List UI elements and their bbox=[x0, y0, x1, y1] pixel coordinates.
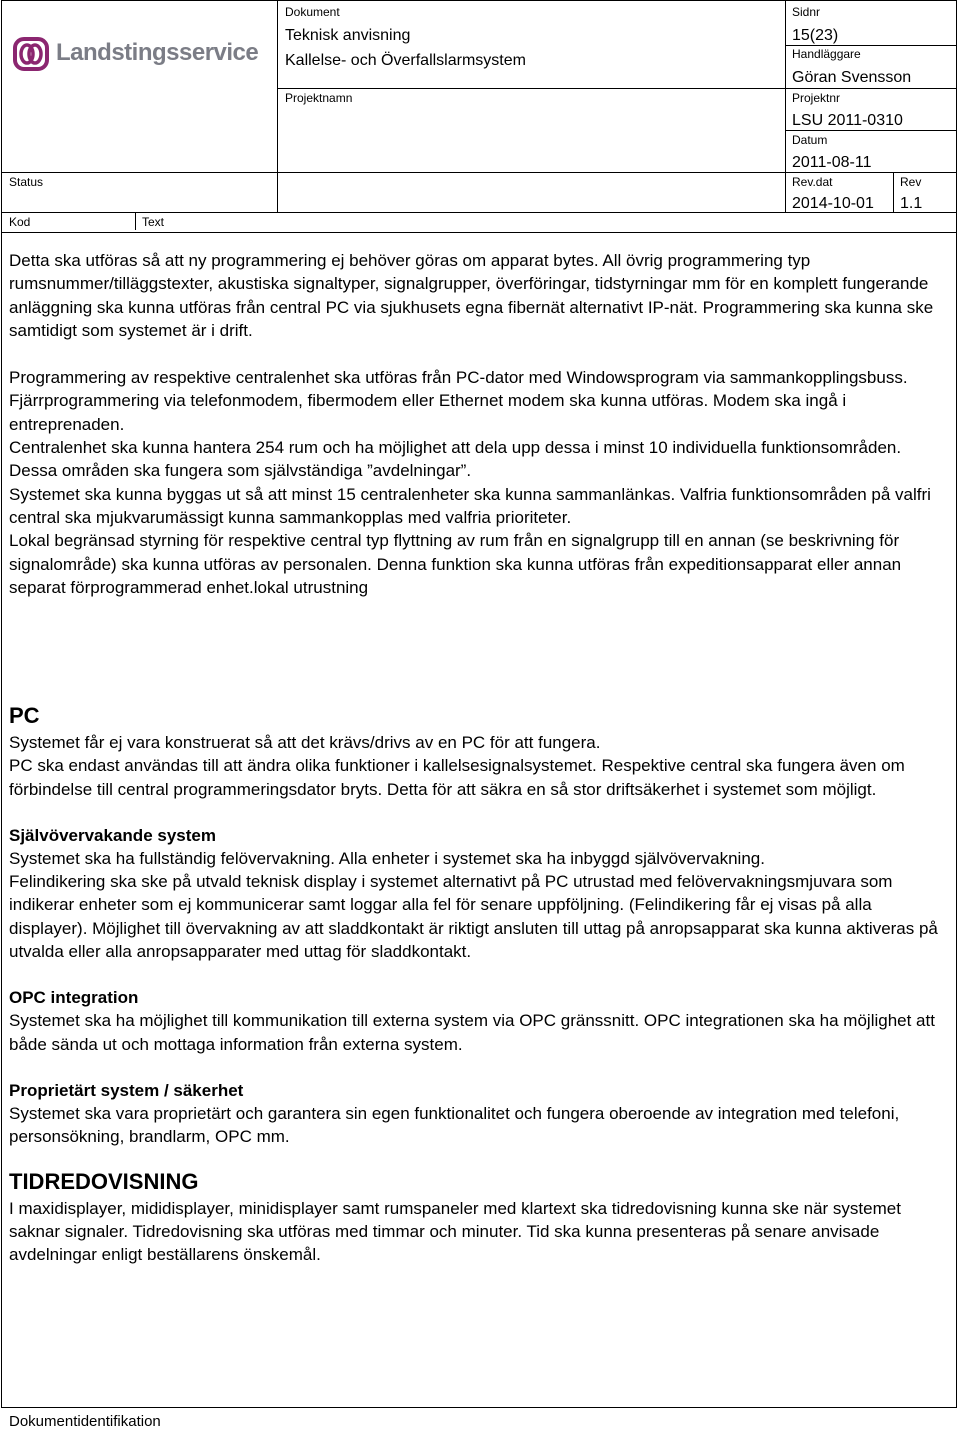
paragraph: Centralenhet ska kunna hantera 254 rum och ha möjlighet att dela upp dessa i minst 10 individuella funktionsområden. Dessa områden ska fungera som självständiga ”avdelningar”. bbox=[9, 438, 902, 481]
handlaggare-label: Handläggare bbox=[792, 47, 861, 61]
rev-value: 1.1 bbox=[900, 195, 923, 212]
sidnr-value: 15(23) bbox=[792, 27, 839, 44]
status-label: Status bbox=[9, 175, 44, 189]
datum-label: Datum bbox=[792, 133, 828, 147]
paragraph: Systemet ska vara proprietärt och garantera sin egen funktionalitet och fungera oberoende av integration med telefoni, personsökning, brandlarm, OPC mm. bbox=[9, 1103, 900, 1147]
footer-document-id: Dokumentidentifikation bbox=[9, 1413, 161, 1430]
paragraph: PC ska endast användas till att ändra olika funktioner i kallelsesignalsystemet. Respektive central ska fungera även om förbindelse till central programmeringsdator bryts. Detta för att säkra en så stor driftsäkerhet i systemet som möjligt. bbox=[9, 756, 905, 799]
text-label: Text bbox=[142, 215, 165, 229]
document-body-sections bbox=[9, 703, 953, 1266]
section-heading-self-monitoring: Självövervakande system bbox=[9, 825, 216, 845]
paragraph: Lokal begränsad styrning för respektive central typ flyttning av rum från en signalgrupp till en annan (se beskrivning för signalområde) ska kunna utföras av personalen. Denna funktion ska kunna utföras från expeditionsapparat eller annan separat förprogrammerad enhet.lokal utrustning bbox=[9, 531, 902, 597]
projektnr-label: Projektnr bbox=[792, 91, 841, 105]
datum-value: 2011-08-11 bbox=[792, 154, 872, 171]
header-divider bbox=[893, 172, 894, 212]
company-logo bbox=[12, 32, 259, 76]
header-divider bbox=[785, 130, 957, 131]
dokument-type: Teknisk anvisning bbox=[285, 27, 411, 44]
paragraph: Programmering av respektive centralenhet ska utföras från PC-dator med Windowsprogram via sammankopplingsbuss. Fjärrprogrammering via telefonmodem, fibermodem eller Ethernet modem ska kunna utföras. Modem ska ingå i entreprenaden. bbox=[9, 368, 908, 434]
paragraph: I maxidisplayer, mididisplayer, minidisplayer samt rumspaneler med klartext ska tidredovisning kunna ske när systemet saknar signaler. Tidredovisning ska utföras med timmar och minuter. Tid ska kunna presenteras på senare anvisade avdelningar enligt beställarens önskemål. bbox=[9, 1198, 901, 1265]
paragraph: Systemet får ej vara konstruerat så att det krävs/drivs av en PC för att fungera. bbox=[9, 733, 601, 752]
paragraph: Felindikering ska ske på utvald teknisk display i systemet alternativt på PC utrustad med felövervakningsmjuvara som indikerar enheter som ej kommunicerar samt loggar alla fel för senare uppföljning. (Felindikering får ej visas på alla displayer). Möjlighet till övervakning av att sladdkontakt är riktigt ansluten till uttag på anropsapparat ska kunna aktiveras på utvalda eller alla anropsapparater med uttag för sladdkontakt. bbox=[9, 872, 938, 962]
header-divider bbox=[785, 88, 957, 89]
header-divider bbox=[277, 0, 278, 212]
section-heading-opc: OPC integration bbox=[9, 988, 139, 1008]
section-heading-pc: PC bbox=[9, 703, 40, 728]
section-heading-time-display: TIDREDOVISNING bbox=[9, 1168, 199, 1194]
header-divider bbox=[1, 172, 957, 173]
logo-text: Landstingsservice bbox=[56, 39, 259, 66]
handlaggare-value: Göran Svensson bbox=[792, 69, 912, 86]
dokument-title: Kallelse- och Överfallslarmsystem bbox=[285, 52, 526, 69]
landstingsservice-logo-icon bbox=[12, 34, 52, 74]
rev-label: Rev bbox=[900, 175, 922, 189]
dokument-label: Dokument bbox=[285, 5, 340, 19]
paragraph: Systemet ska ha möjlighet till kommunikation till externa system via OPC gränssnitt. OPC integrationen ska ha möjlighet att både sända ut och mottaga information från externa system. bbox=[9, 1011, 935, 1054]
paragraph: Systemet ska kunna byggas ut så att minst 15 centralenheter ska kunna sammanlänkas. Valfria funktionsområden på valfri central ska mjukvarumässigt kunna sammankopplas med valfria prioriteter. bbox=[9, 484, 931, 527]
projektnr-value: LSU 2011-0310 bbox=[792, 112, 903, 129]
header-divider bbox=[1, 232, 957, 233]
header-divider bbox=[785, 45, 957, 46]
section-heading-proprietary: Proprietärt system / säkerhet bbox=[9, 1080, 244, 1100]
header-divider bbox=[135, 212, 136, 230]
header-divider bbox=[277, 88, 786, 89]
sidnr-label: Sidnr bbox=[792, 5, 821, 19]
revdat-value: 2014-10-01 bbox=[792, 195, 874, 212]
document-body bbox=[9, 249, 953, 599]
revdat-label: Rev.dat bbox=[792, 175, 833, 189]
projektnamn-label: Projektnamn bbox=[285, 91, 353, 105]
paragraph: Detta ska utföras så att ny programmering ej behöver göras om apparat bytes. All övrig programmering typ rumsnummer/tilläggstexter, akustiska signaltyper, signalgrupper, överföringar, tidstyrningar mm för en komplett fungerande anläggning ska kunna utföras från central PC via sjukhusets egna fibernät alternativt IP-nät. Programmering ska kunna ske samtidigt som systemet är i drift. bbox=[9, 251, 934, 340]
kod-label: Kod bbox=[9, 215, 31, 229]
paragraph: Systemet ska ha fullständig felövervakning. Alla enheter i systemet ska ha inbyggd självövervakning. bbox=[9, 848, 765, 868]
header-divider bbox=[785, 0, 786, 212]
